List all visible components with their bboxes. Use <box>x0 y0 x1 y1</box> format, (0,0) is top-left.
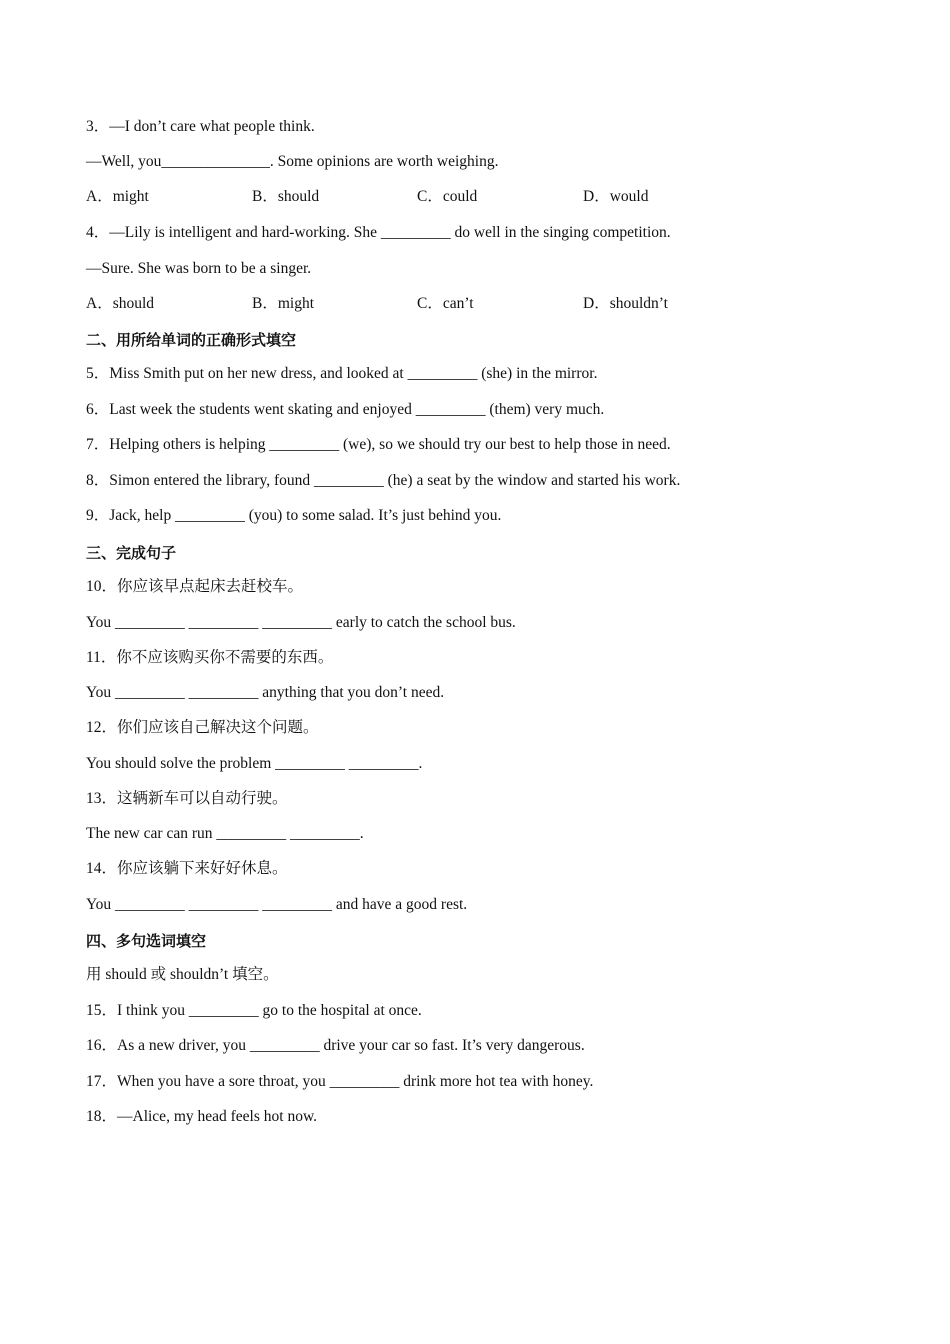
section2-heading: 二、用所给单词的正确形式填空 <box>86 331 297 349</box>
q4-option-b: B．might <box>252 295 315 312</box>
q9-text: 9．Jack, help _________ (you) to some salad. It’s just behind you. <box>86 507 502 524</box>
q4-option-a: A．should <box>86 295 155 312</box>
q11-english: You _________ _________ anything that you don’t need. <box>86 684 445 701</box>
q14-english: You _________ _________ _________ and have a good rest. <box>86 896 468 913</box>
q13-english: The new car can run _________ _________. <box>86 825 364 842</box>
q4-option-c: C．can’t <box>417 295 474 312</box>
q17-text: 17．When you have a sore throat, you _________ drink more hot tea with honey. <box>86 1073 594 1090</box>
q5-text: 5．Miss Smith put on her new dress, and looked at _________ (she) in the mirror. <box>86 365 598 382</box>
q6-text: 6．Last week the students went skating and enjoyed _________ (them) very much. <box>86 401 605 418</box>
q12-chinese: 12．你们应该自己解决这个问题。 <box>86 719 319 736</box>
q3-reply: —Well, you______________. Some opinions are worth weighing. <box>86 153 499 170</box>
q8-text: 8．Simon entered the library, found _________ (he) a seat by the window and started his work. <box>86 472 681 489</box>
q15-text: 15．I think you _________ go to the hospital at once. <box>86 1002 422 1019</box>
q4-option-d: D．shouldn’t <box>583 295 668 312</box>
q4-reply: —Sure. She was born to be a singer. <box>86 260 312 277</box>
q11-chinese: 11．你不应该购买你不需要的东西。 <box>86 649 334 666</box>
q10-chinese: 10．你应该早点起床去赶校车。 <box>86 578 304 595</box>
q18-text: 18．—Alice, my head feels hot now. <box>86 1108 318 1125</box>
section4-instruction: 用 should 或 shouldn’t 填空。 <box>86 966 279 983</box>
q4-prompt: 4．—Lily is intelligent and hard-working. She _________ do well in the singing competition. <box>86 224 671 241</box>
q16-text: 16．As a new driver, you _________ drive your car so fast. It’s very dangerous. <box>86 1037 585 1054</box>
q13-chinese: 13．这辆新车可以自动行驶。 <box>86 790 288 807</box>
q3-prompt: 3．—I don’t care what people think. <box>86 118 315 135</box>
section3-heading: 三、完成句子 <box>86 544 177 562</box>
section4-heading: 四、多句选词填空 <box>86 932 207 950</box>
q3-option-d: D．would <box>583 188 649 205</box>
q12-english: You should solve the problem _________ _________. <box>86 755 423 772</box>
q3-option-a: A．might <box>86 188 149 205</box>
q7-text: 7．Helping others is helping _________ (we), so we should try our best to help those in need. <box>86 436 671 453</box>
q3-option-b: B．should <box>252 188 320 205</box>
q10-english: You _________ _________ _________ early to catch the school bus. <box>86 614 516 631</box>
q14-chinese: 14．你应该躺下来好好休息。 <box>86 860 288 877</box>
q3-option-c: C．could <box>417 188 478 205</box>
